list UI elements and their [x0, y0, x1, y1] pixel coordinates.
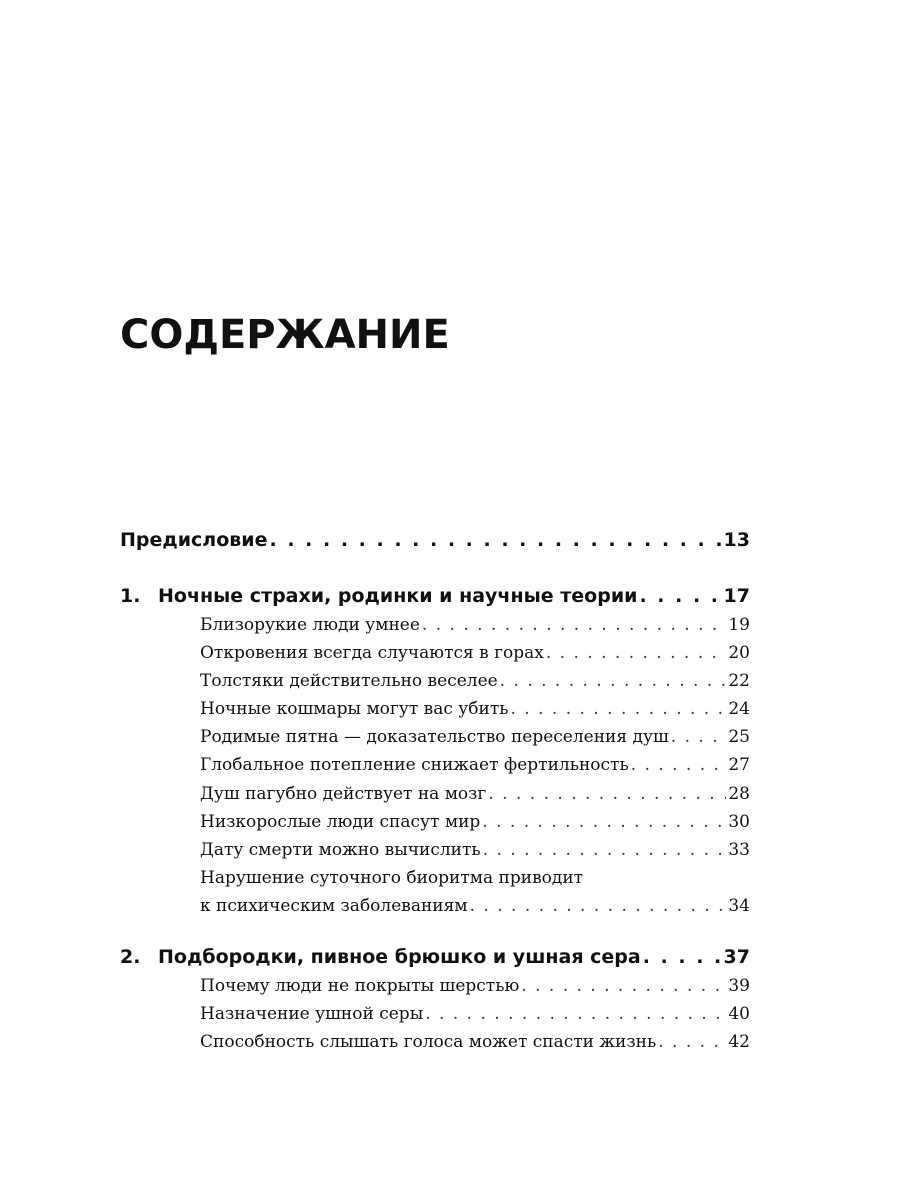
toc-page-number: 37 [723, 946, 750, 969]
dot-leader [470, 892, 727, 920]
toc-page-number: 17 [723, 585, 750, 607]
toc-page-number: 27 [728, 755, 750, 776]
toc-entry[interactable] [120, 695, 750, 723]
toc-entry-label: Дату смерти можно вычислить [200, 839, 481, 860]
dot-leader [482, 808, 726, 836]
dot-leader [658, 1028, 726, 1056]
toc-page-number: 13 [723, 529, 750, 551]
toc-entry-label: Способность слышать голоса может спасти жизнь [200, 1032, 657, 1053]
dot-leader [422, 611, 726, 639]
dot-leader [270, 525, 722, 555]
toc-page-number: 42 [728, 1032, 750, 1053]
toc-page-number: 19 [728, 615, 750, 635]
toc-entry[interactable] [120, 1028, 750, 1056]
dot-leader [631, 751, 727, 779]
toc-entry[interactable] [120, 780, 750, 808]
dot-leader [511, 695, 727, 723]
chapter-number: 2. [120, 946, 141, 969]
dot-leader [500, 667, 727, 695]
toc-entry-label: Назначение ушной серы [200, 1004, 424, 1025]
toc-chapter-2[interactable] [120, 942, 750, 972]
toc-entry-label: Родимые пятна — доказательство переселения душ [200, 727, 669, 748]
toc-page-number: 22 [728, 671, 750, 692]
dot-leader [425, 1000, 726, 1028]
toc-entry-label: Глобальное потепление снижает фертильность [200, 755, 629, 776]
toc-entry[interactable] [120, 611, 750, 639]
toc-entry[interactable] [120, 972, 750, 1000]
toc-entry[interactable] [120, 892, 750, 920]
toc-entry[interactable] [120, 836, 750, 864]
dot-leader [639, 581, 721, 611]
dot-leader [546, 639, 727, 667]
toc-page-number: 24 [728, 699, 750, 720]
toc-entry-label: Толстяки действительно веселее [200, 671, 498, 692]
chapter-title: Ночные страхи, родинки и научные теории [158, 585, 638, 607]
toc-page-number: 40 [728, 1004, 750, 1025]
page-title: СОДЕРЖАНИЕ [120, 312, 450, 358]
dot-leader [521, 972, 726, 1000]
toc-page-number: 20 [728, 643, 750, 664]
toc-page-number: 33 [728, 839, 750, 860]
toc-entry[interactable] [120, 667, 750, 695]
toc-entry-label: Откровения всегда случаются в горах [200, 643, 544, 664]
toc-entry[interactable] [120, 1000, 750, 1028]
toc-entry-preface[interactable] [120, 525, 750, 555]
toc-entry[interactable] [120, 751, 750, 779]
toc-chapter-1[interactable] [120, 581, 750, 611]
toc-page-number: 30 [728, 811, 750, 832]
dot-leader [488, 780, 726, 808]
toc-entry-label: Предисловие [120, 529, 268, 551]
dot-leader [671, 723, 727, 751]
toc-entry-label: Душ пагубно действует на мозг [200, 783, 487, 804]
toc-entry-label: Близорукие люди умнее [200, 615, 420, 635]
dot-leader [483, 836, 727, 864]
toc-entry[interactable] [120, 723, 750, 751]
toc-entry-label: к психическим заболеваниям [200, 895, 468, 916]
toc-entry-label-line1[interactable]: Нарушение суточного биоритма приводит [200, 867, 584, 888]
toc-entry-label: Низкорослые люди спасут мир [200, 811, 481, 832]
toc-page-number: 39 [728, 976, 750, 997]
toc-entry[interactable] [120, 808, 750, 836]
table-of-contents [120, 525, 750, 1056]
dot-leader [643, 942, 722, 972]
chapter-number: 1. [120, 585, 141, 607]
toc-entry-label: Ночные кошмары могут вас убить [200, 699, 509, 720]
toc-page-number: 28 [728, 783, 750, 804]
toc-page-number: 34 [728, 895, 750, 916]
toc-entry[interactable] [120, 639, 750, 667]
chapter-title: Подбородки, пивное брюшко и ушная сера [158, 946, 641, 969]
toc-entry-label: Почему люди не покрыты шерстью [200, 976, 520, 997]
toc-page-number: 25 [728, 727, 750, 748]
